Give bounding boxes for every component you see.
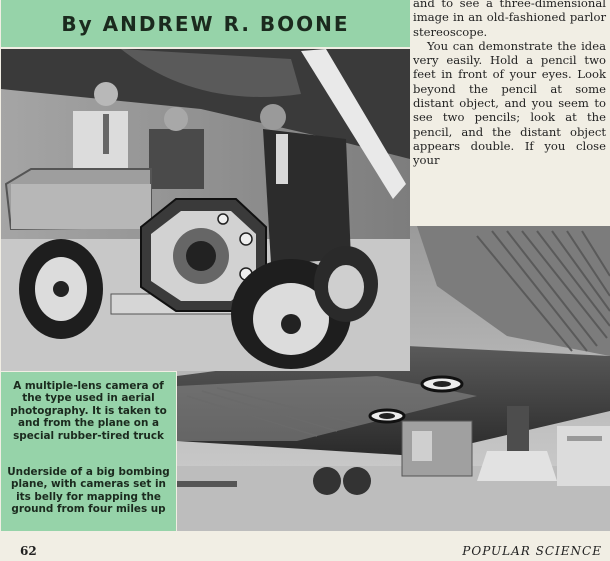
body-paragraph-1: and to see a three-dimensional image in an old-fashioned parlor stereoscope. [413,0,606,39]
page-number: 62 [20,544,37,558]
camera-caption: A multiple-lens camera of the type used in aerial photography. It is taken to and from the plane on a special rubber-tired truck [1,372,176,472]
magazine-name: POPULAR SCIENCE [462,544,602,558]
camera-truck-photo [1,49,410,371]
byline: By ANDREW R. BOONE [1,0,410,47]
bomber-caption: Underside of a big bombing plane, with cameras set in its belly for mapping the ground from four miles up [1,460,176,531]
page-footer [0,540,610,561]
body-paragraph-2: You can demonstrate the idea very easily. Hold a pencil two feet in front of your eyes. Look beyond the pencil at some distant object, and you seem to see two pencils; look at the pencil, and the distant object appears double. If you close your [413,38,606,168]
article-body [413,0,606,168]
